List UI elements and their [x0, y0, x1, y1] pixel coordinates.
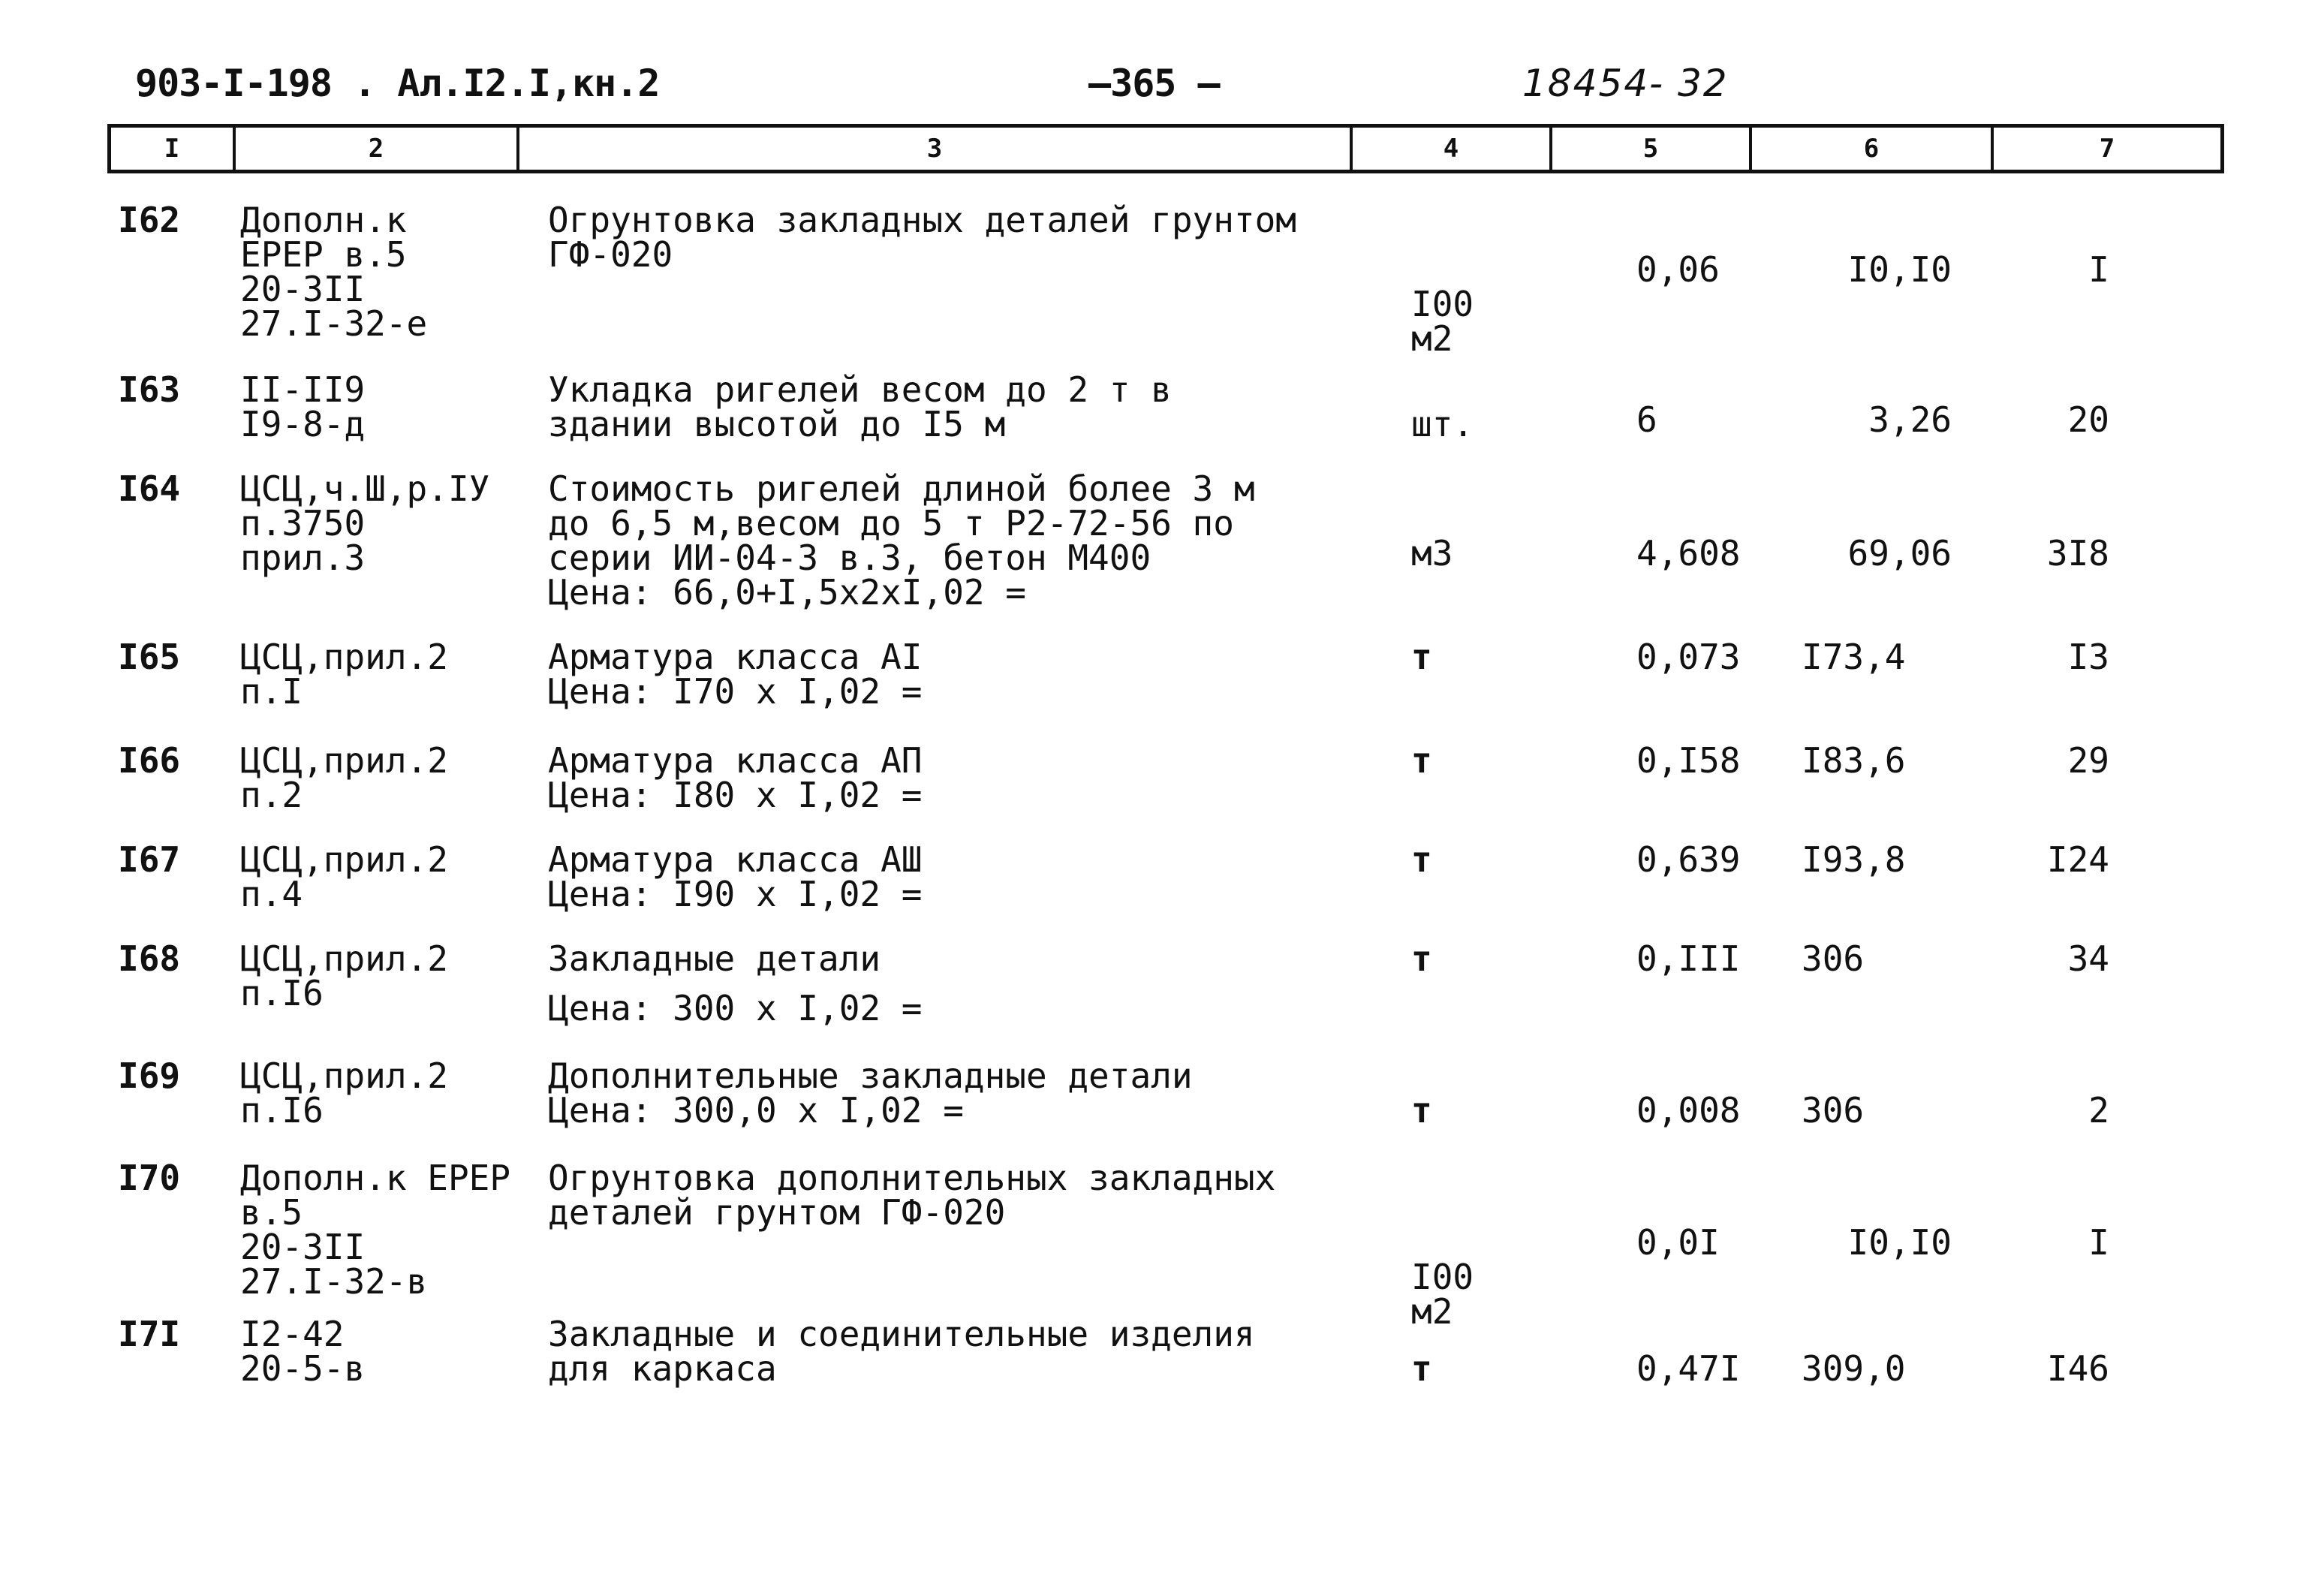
row-number: I7I: [118, 1314, 181, 1354]
row-number: I65: [118, 637, 181, 677]
row-unit: т: [1411, 637, 1432, 677]
row-description: Арматура класса АП Цена: I80 х I,02 =: [548, 740, 923, 815]
row-reference: ЦСЦ,прил.2 п.I6: [240, 938, 448, 1013]
column-header-1: I: [111, 128, 236, 170]
row-number: I63: [118, 369, 181, 410]
row-unit: т: [1411, 839, 1432, 880]
row-number: I70: [118, 1158, 181, 1198]
row-reference: ЦСЦ,прил.2 п.4: [240, 839, 448, 914]
row-number: I68: [118, 938, 181, 979]
row-reference: ЦСЦ,прил.2 п.I: [240, 637, 448, 712]
row-total: I3: [2067, 637, 2109, 677]
row-reference: ЦСЦ,прил.2 п.I6: [240, 1055, 448, 1131]
row-description: Закладные детали Цена: 300 х I,02 =: [548, 938, 923, 1028]
row-price: I93,8: [1802, 839, 1906, 880]
column-header-4: 4: [1353, 128, 1552, 170]
row-total: 20: [2067, 399, 2109, 440]
row-total: 3I8: [2046, 533, 2109, 574]
row-unit: I00 м2: [1411, 1257, 1474, 1332]
row-total: I24: [2046, 839, 2109, 880]
row-reference: Дополн.к ЕРЕР в.5 20-3II 27.I-32-е: [240, 200, 428, 344]
row-quantity: 0,47I: [1636, 1348, 1741, 1389]
row-number: I64: [118, 468, 181, 509]
row-quantity: 0,III: [1636, 938, 1741, 979]
row-number: I67: [118, 839, 181, 880]
row-reference: Дополн.к ЕРЕР в.5 20-3II 27.I-32-в: [240, 1158, 511, 1302]
row-quantity: 0,0I: [1636, 1222, 1720, 1263]
row-unit: I00 м2: [1411, 284, 1474, 359]
column-header-5: 5: [1552, 128, 1752, 170]
row-number: I69: [118, 1055, 181, 1096]
row-total: 2: [2088, 1090, 2109, 1131]
document-code: 903-I-198 . Ал.I2.I,кн.2: [135, 62, 660, 105]
row-total: 29: [2067, 740, 2109, 781]
row-reference: I2-42 20-5-в: [240, 1314, 366, 1389]
row-unit: т: [1411, 1090, 1432, 1131]
row-description: Арматура класса АШ Цена: I90 х I,02 =: [548, 839, 923, 914]
row-number: I66: [118, 740, 181, 781]
row-quantity: 0,06: [1636, 249, 1720, 290]
row-price: I73,4: [1802, 637, 1906, 677]
row-quantity: 6: [1636, 399, 1657, 440]
row-quantity: 0,073: [1636, 637, 1741, 677]
row-description: Закладные и соединительные изделия для каркаса: [548, 1314, 1255, 1389]
row-quantity: 0,008: [1636, 1090, 1741, 1131]
row-unit: т: [1411, 1348, 1432, 1389]
row-reference: ЦСЦ,ч.Ш,р.IУ п.3750 прил.3: [240, 468, 490, 578]
row-price: 309,0: [1802, 1348, 1906, 1389]
row-total: 34: [2067, 938, 2109, 979]
column-header-6: 6: [1752, 128, 1994, 170]
row-number: I62: [118, 200, 181, 240]
row-description: Стоимость ригелей длиной более 3 м до 6,5 м,весом до 5 т Р2-72-56 по серии ИИ-04-3 в.3, бетон М400 Цена: 66,0+I,5х2хI,02 =: [548, 468, 1255, 613]
row-reference: ЦСЦ,прил.2 п.2: [240, 740, 448, 815]
row-price: 306: [1802, 938, 1865, 979]
row-price: 306: [1802, 1090, 1865, 1131]
row-price: 3,26: [1868, 399, 1952, 440]
row-price: I83,6: [1802, 740, 1906, 781]
registration-number: 18454- 32: [1522, 62, 1729, 105]
row-quantity: 4,608: [1636, 533, 1741, 574]
row-unit: т: [1411, 938, 1432, 979]
row-description: Огрунтовка дополнительных закладных деталей грунтом ГФ-020: [548, 1158, 1276, 1233]
row-description: Дополнительные закладные детали Цена: 300,0 х I,02 =: [548, 1055, 1193, 1131]
row-unit: шт.: [1411, 404, 1474, 444]
row-price: I0,I0: [1847, 1222, 1952, 1263]
row-unit: т: [1411, 740, 1432, 781]
row-price: 69,06: [1847, 533, 1952, 574]
row-description: Укладка ригелей весом до 2 т в здании высотой до I5 м: [548, 369, 1172, 444]
row-price: I0,I0: [1847, 249, 1952, 290]
column-header-2: 2: [236, 128, 519, 170]
row-total: I: [2088, 249, 2109, 290]
row-description: Огрунтовка закладных деталей грунтом ГФ-020: [548, 200, 1296, 275]
row-reference: II-II9 I9-8-д: [240, 369, 366, 444]
row-quantity: 0,I58: [1636, 740, 1741, 781]
column-header-3: 3: [519, 128, 1353, 170]
row-total: I: [2088, 1222, 2109, 1263]
row-unit: м3: [1411, 533, 1453, 574]
page-number: —365 —: [1088, 62, 1220, 105]
row-description: Арматура класса АI Цена: I70 х I,02 =: [548, 637, 923, 712]
column-header-row: [107, 124, 2224, 173]
column-header-7: 7: [2099, 134, 2115, 164]
row-total: I46: [2046, 1348, 2109, 1389]
row-quantity: 0,639: [1636, 839, 1741, 880]
